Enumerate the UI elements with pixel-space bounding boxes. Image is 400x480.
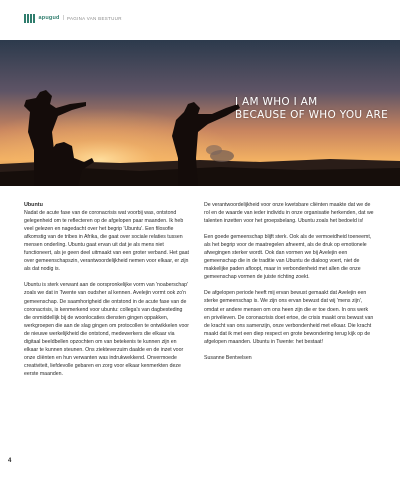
- page-number: 4: [8, 458, 12, 464]
- brand-name: apugud: [38, 15, 60, 21]
- section-title: PAGINA VAN BESTUUR: [67, 15, 122, 21]
- right-paragraph-3: De afgelopen periode heeft mij ervan bewust gemaakt dat Avelejin een sterke gemeenschap is. We zijn ons ervan bewust dat wij 'mens zijn', omdat er andere mensen om ons heen zijn die er toe doen. In ons werk en privéleven. De coronacrisis doet ertoe, de crisis maakt ons bewust van de kracht van ons samenzijn, onze verbondenheid met elkaar. Die kracht maakt dat ik met een diep respect en grote bewondering terug kijk op de afgelopen maanden. Ubuntu in Twente: het bestaat!: [204, 290, 374, 345]
- right-column: [204, 201, 374, 370]
- header-separator: |: [62, 15, 64, 21]
- slogan: [235, 96, 388, 122]
- right-paragraph-1: De verantwoordelijkheid voor onze kwetsbare cliënten maakte dat we de rol en de waarde van ieder individu in onze organisatie herkenden, dat we talenten inzetten voor het groepsbelang. Ubuntu zoals het bedoeld is!: [204, 202, 374, 225]
- left-paragraph-1: Nadat de acute fase van de coronacrisis wat voorbij was, ontstond gelegenheid om te reflecteren op de afgelopen paar maanden. Ik heb veel gelezen en nagedacht over het begrip 'Ubuntu'. Een filosofie afkomstig van de tribes in Afrika, die gaat over sociale relaties tussen mensen onderling. Ubuntu gaat ervan uit dat je als mens niet functioneert, als je geen deel uitmaakt van een groter verband. Het gaat over gemeenschapszin, verantwoordelijkheid nemen voor elkaar, er zijn als dat nodig is.: [24, 210, 189, 273]
- page-header: [24, 12, 122, 24]
- hero-image: [0, 40, 400, 186]
- left-column: [24, 201, 190, 386]
- slogan-line-2: BECAUSE OF WHO YOU ARE: [235, 109, 389, 121]
- right-paragraph-2: Een goede gemeenschap blijft sterk. Ook als de vermoeidheid toeneemt, als het begrip voor de maatregelen afneemt, als de druk op emotionele afwegingen sterker wordt. Ook dan vormen we bij Avelejin een gemeenschap die in de traditie van Ubuntu de dialoog voert, niet de makkelijke paden afloopt, maar in verbondenheid met allen die onze gemeenschap vormen de juiste richting zoekt.: [204, 234, 372, 281]
- left-paragraph-2: Ubuntu is sterk verwant aan de oorspronkelijke vorm van 'noaberschap' zoals we dat in Twente van oudsher al kennen. Avelejin vormt ook zo'n gemeenschap. De saamhorigheid die ontstond in de acute fase van de coronacrisis, is kenmerkend voor ubuntu: collega's van dagbesteding die onmiddellijk bij de woonlocaties diensten gingen oppakken, werkgroepen die aan de slag gingen om protocollen te ontwikkelen voor de nieuwe werkelijkheid die ontstond, medewerkers die elkaar via digitaal beeldbellen opzochten om van betekenis te kunnen zijn en elkaar te kunnen steunen. Ons ziekteverzuim daalde en de inzet voor onze cliënten en hun verwanten was indrukwekkend. Onvermoede creativiteit, liefdevolle gebaren en zorg voor elkaar kenmerkten deze eerste maanden.: [24, 282, 189, 377]
- slogan-line-1: I AM WHO I AM: [235, 96, 318, 108]
- article-heading: Ubuntu: [24, 202, 43, 208]
- signature: Susanne Bentvelsen: [204, 354, 252, 361]
- logo-bars-icon: [24, 14, 35, 23]
